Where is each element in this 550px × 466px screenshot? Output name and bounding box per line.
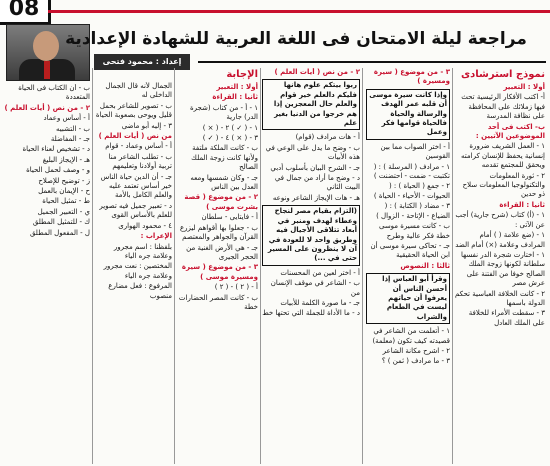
text-line: د - تعبير جميل فيه تصوير للعلم بالأساس القوى: [99, 201, 172, 220]
text-line: ١ - العمل الشريف ضرورة إنسانية يحفظ للإنسان كرامته ويحقق للمجتمع تقدمه: [461, 142, 545, 170]
text-line: ١ - أ - من كتاب (شجرة الدر) جارية: [189, 103, 258, 122]
text-line: ز - توضيح للإصلاح: [38, 176, 90, 185]
text-line: هـ - هات الإيجاز الشاعر ونوعه: [272, 193, 360, 202]
text-line: ب - تطلب الشاعر منا تربية أولادنا وتعليمهم: [108, 152, 172, 171]
text-line: المختصين : نعت مجرور وعلامة جره الياء: [103, 262, 172, 280]
column-guide-model: [455, 68, 545, 464]
text-line: ٣ - ما مرادف ( ثمن ) ؟: [381, 357, 450, 366]
column-answers-2: [94, 82, 172, 464]
question-label: ٢ - من نص ( أيات العلم ): [274, 68, 360, 76]
text-line: ٣ - ( × ) ٤ - ( ✓ ): [202, 134, 258, 143]
photo-tie: [44, 61, 50, 79]
text-line: أولا : التعبير: [216, 83, 258, 91]
text-line: ب- اكتب فى أحد الموضوعين الآتيين :: [475, 122, 545, 141]
text-line: و - وصف لحمل الحياة: [26, 166, 90, 175]
text-line: ب - أن الكتاب فى الحياة المتعددة: [18, 84, 90, 102]
text-line: ١ - اختارت شجرة الدر نفسها سلطانة لكونها زوجة الملك الصالح خوفا من الفتنة على عرش مصر: [460, 250, 545, 288]
text-line: المرفوع : فعل مضارع منصوب: [108, 282, 172, 300]
text-line: ٤ - محمود الهوارى: [118, 221, 172, 230]
text-line: ١ - (ضع علامة ( ) أمام المرادف وعلامة (×) أمام الضد: [455, 231, 545, 249]
text-line: ب - كانت مسيرة موسى خطة فكر عالية وطرح: [378, 222, 450, 240]
text-line: أ - اختر الصواب مما بين القوسين: [380, 142, 450, 161]
text-line: ب - كانت الملكة ملتفة ولأنها كانت زوجة الملك الصالح: [191, 144, 258, 172]
text-line: ١ - أتعلمت من الشاعر في قصيدته كيف تكون (معلمة): [372, 327, 450, 345]
text-line: جـ - أن الدين حياة الناس خير أساس تعتمد عليه والعلم الكامل بالأمة: [100, 172, 172, 200]
text-line: جـ - تحاكى سيرة موسى أن ابن الحياة الحقيقية: [370, 241, 450, 260]
column-separator: [452, 68, 453, 464]
quote-box: وقرأ أبو العباس إذا أحسن الناس أن يعرفوا أن حياتهم ليست في الطعام والشراب: [366, 273, 450, 324]
text-line: ل - المفعول المطلق: [29, 228, 90, 237]
column-heading: نموذج استرشادى: [461, 69, 545, 80]
text-line: جـ - الشرح البيان بأسلوب أدبي: [270, 163, 360, 172]
text-line: أ - ( ٢ ) - ( ٢ ): [214, 283, 258, 292]
text-line: د - تشخيص لعناء الحياة: [22, 145, 90, 154]
page-title: مراجعة ليلة الامتحان فى اللغة العربية للشهادة الإعدادية: [65, 29, 527, 49]
text-line: ب - كانت المصر الحضارات خطة: [178, 293, 258, 311]
text-line: أ - اختر لعين من المحسنات: [280, 268, 360, 277]
column-separator: [362, 68, 363, 464]
text-line: جـ - هي الأرض الغنية من الحجر الجيرى: [186, 243, 258, 261]
text-line: أولا : التعبير: [503, 83, 545, 91]
text-line: ٢ - جمع ( الحياة ) : ( الحيوات - الأحياء - الحياة ): [373, 182, 450, 200]
text-line: ٢ - ثورة المعلومات والتكنولوجيا المعلومات سلاح ذو حدين: [462, 171, 545, 199]
text-line: جـ - المفاضلة: [50, 135, 90, 144]
text-line: أ - أساس وعماد: [43, 114, 90, 123]
text-line: ٢ - من نص ( أيات العلم ): [4, 103, 90, 112]
text-line: ي - التعبير الجميل: [37, 207, 90, 216]
text-line: ب - تصوير للشاعر بحمل قليل ويوحى بصعوبة الحياة: [95, 101, 172, 120]
column-questions-3: [262, 68, 360, 464]
text-line: د - ما الأداة للجملة التي تحتها خط: [262, 309, 360, 318]
column-separator: [174, 68, 175, 464]
text-line: أ - فايتايى - سلطان: [201, 213, 258, 222]
column-separator: [92, 68, 93, 464]
text-line: ب - التشبيه: [56, 124, 90, 133]
section-label: ثالثا : النصوص: [400, 261, 450, 270]
text-line: ط - تمثيل الحياة: [42, 197, 90, 206]
text-line: ٣ - مضاد ( الكتابة ) : ( الضياع - الإتاحة - الزوال ): [376, 202, 450, 220]
quote-box: وإذا كانت سيرة موسى أن قلبه عمر الهدف والرسالة والحياة فالحياة قوامها فكر وعمل: [366, 89, 450, 140]
column-separator: [260, 68, 261, 464]
text-line: بلفظنا : اسم مجرور وعلامة جره الياء: [113, 242, 172, 260]
text-line: ٢ - من موضوع ( قصة بشرت موسى ): [184, 193, 258, 211]
text-line: ٢ - كانت الخلافة العباسية تحكم الدولة باسمها: [455, 289, 545, 307]
text-line: ثانيا : القراءة: [499, 200, 545, 209]
quote-box: (التزام بقيام مصر لنجاح وعطاء لهدف ومنبر في أبعاد تتلاقى الأجيال فيه وطريق واحد لا للعودة في آن لا ينظرون على المسير حتى في ...): [262, 205, 360, 265]
text-line: ب - جعلوا بها أقواهم ليزرع القرآن والجواهر والمعتصم: [180, 223, 258, 242]
text-line: ب - الشاعر في موقف الإنسان من: [270, 279, 360, 297]
text-line: جـ - ما صورة الكلمة للأبيات: [280, 298, 360, 307]
question-label: ٣ - من موضوع ( سيرة ومسيرة ): [373, 68, 450, 86]
text-line: ٣ - إليه أبو ماضى: [121, 121, 172, 130]
header-rule: [198, 61, 546, 63]
text-line: ٢ - اشرح مكانة الشاعر: [382, 346, 450, 355]
text-line: ١ - (أ) كتاب (شرح جارية) أجب عن الآتى :: [455, 211, 545, 229]
text-line: هـ - الإيجاز البليغ: [42, 155, 90, 164]
author-label: إعداد : محمود فتحى: [94, 54, 190, 70]
text-line: ب - وضح ما يدل على الوعي في هذه الأبيات: [265, 143, 360, 162]
column-questions-2: [366, 68, 450, 464]
text-line: أ- اكتب الأفكار الرئيسية تحث فيها زملائك على المحافظة على نظافة المدرسة: [461, 93, 545, 121]
column-heading: الإجابة: [226, 69, 258, 80]
text-line: ٣ - من موضوع ( سيرة ومسيرة موسى ): [181, 263, 258, 281]
text-line: أ - أساس وعماد - قوام: [105, 142, 172, 151]
text-line: الجمال لأنه قال الجمال الداخلى له: [105, 82, 172, 100]
text-line: ١ - مرادف ( المرسلة ) : ( تكتبت - ضمت - احتضنت ): [373, 162, 450, 181]
text-line: د - وضح ما أراد من جمال في البيت الثاني: [274, 174, 360, 192]
top-red-rule: [48, 10, 550, 13]
column-answers-3: [2, 84, 90, 464]
page-number: 08: [0, 0, 51, 25]
text-line: ثانيا : القراءة: [212, 93, 258, 102]
text-line: ك - للتمثيل المطلق: [32, 218, 90, 227]
text-line: ١ - ( ✓ ) ٢ - ( × ): [202, 123, 258, 132]
text-line: ح - الإيمان بالعمل: [38, 187, 90, 196]
text-line: ٣ - سقطت الأمراء للخلافة على الملك العادل: [468, 309, 545, 327]
text-line: أ - هات مرادف (قوام): [295, 133, 360, 142]
quote-box: ربوا بيتكم علوم هانها فليكم دالعلم خير قوام والعلم حال المعجزين إذا هم خرجوا من الدنيا بغير علم: [262, 79, 360, 130]
text-line: من نص ( أيات العلم ): [98, 132, 172, 141]
text-line: جـ - وكان شمسها ومعه العدل بين الناس: [190, 173, 258, 192]
column-answers: [176, 68, 258, 464]
text-line: الإعراب :: [140, 232, 172, 241]
